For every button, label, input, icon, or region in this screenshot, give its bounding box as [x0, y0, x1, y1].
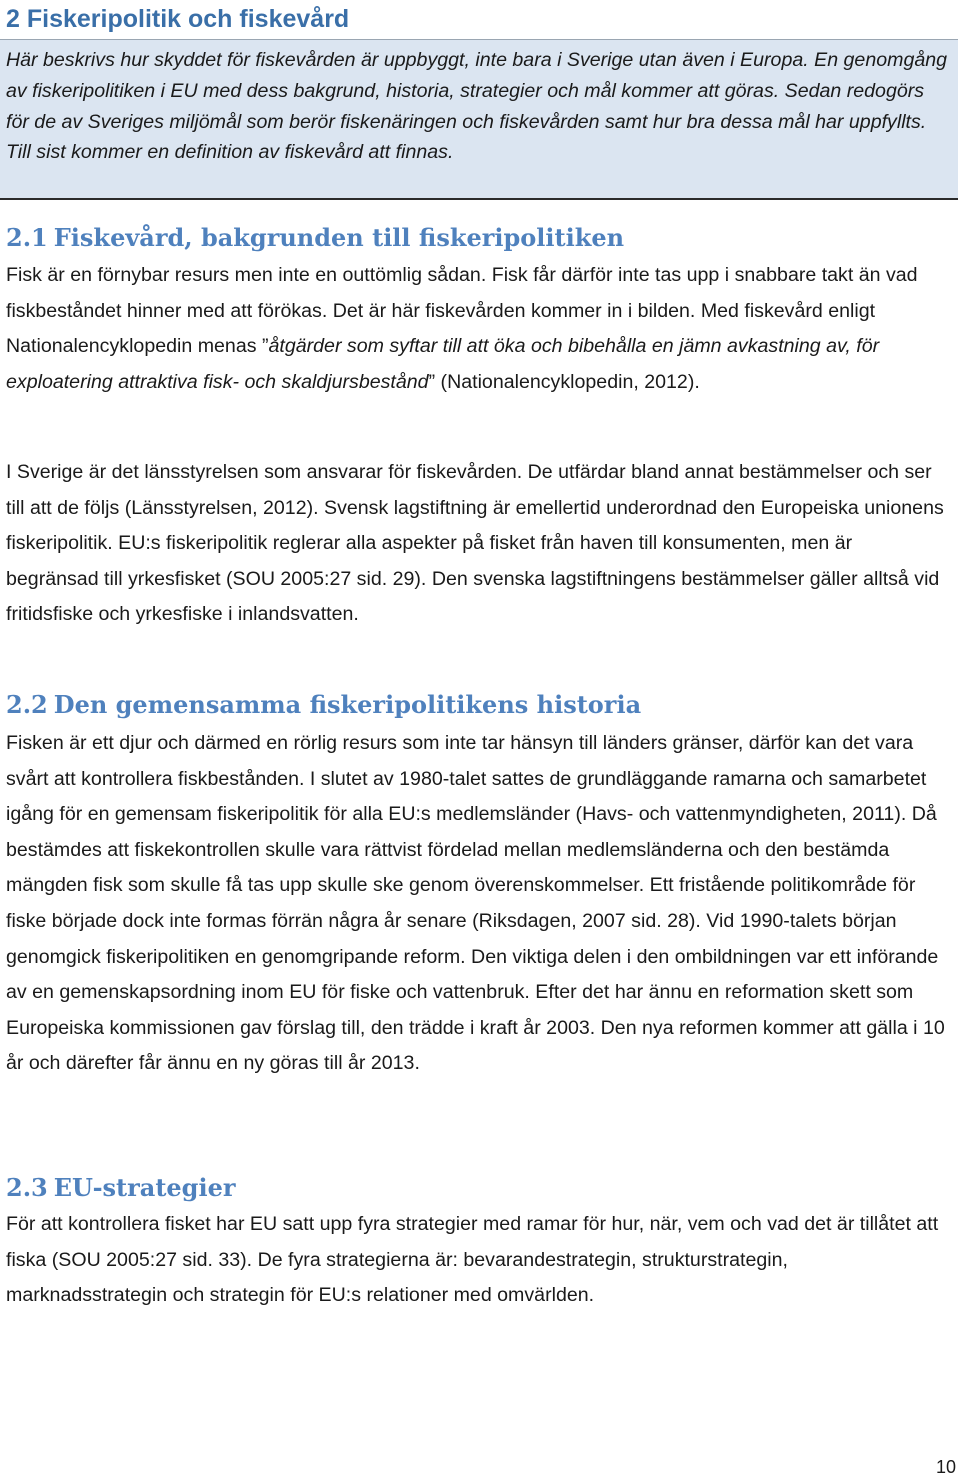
section-number: 2.2 [6, 690, 48, 719]
paragraph [6, 258, 950, 400]
section-title: EU-strategier [53, 1173, 236, 1202]
paragraph: Fisken är ett djur och därmed en rörlig resurs som inte tar hänsyn till länders gränser, därför kan det vara svårt att kontrollera fiskbestånden. I slutet av 1980-talet sattes de grundläggande ramarna och samarbetet igång för en gemensam fiskeripolitik för alla EU:s medlemsländer (Havs- och vattenmyndigheten, 2011). Då bestämdes att fiskekontrollen skulle vara rättvist fördelad mellan medlemsländerna och den bestämda mängden fisk som skulle få tas upp skulle ske genom överenskommelser. Ett fristående politikområde för fiske började dock inte formas förrän några år senare (Riksdagen, 2007 sid. 28). Vid 1990-talets början genomgick fiskeripolitiken en genomgripande reform. Den viktiga delen i den ombildningen var ett införande av en gemenskapsordning inom EU för fiske och vattenbruk. Efter det har ännu en reformation skett som Europeiska kommissionen gav förslag till, den trädde i kraft år 2003. Den nya reformen kommer att gälla i 10 år och därefter får ännu en ny göras till år 2013. [6, 732, 945, 1075]
intro-text: Här beskrivs hur skyddet för fiskevården är uppbyggt, inte bara i Sverige utan även i Europa. En genomgång av fiskeripolitiken i EU med dess bakgrund, historia, strategier och mål kommer att göras. Sedan redogörs för de av Sveriges miljömål som berör fiskenäringen och fiskevården samt hur bra dessa mål har uppfyllts. Till sist kommer en definition av fiskevård att finnas. [6, 49, 948, 164]
section-title: Fiskevård, bakgrunden till fiskeripolitiken [53, 223, 625, 252]
paragraph: För att kontrollera fisket har EU satt upp fyra strategier med ramar för hur, när, vem och vad det är tillåtet att fiska (SOU 2005:27 sid. 33). De fyra strategierna är: bevarandestrategin, strukturstrategin, marknadsstrategin och strategin för EU:s relationer med omvärlden. [6, 1213, 939, 1307]
paragraph-text: Fisk är en förnybar resurs men inte en outtömlig sådan. Fisk får därför inte tas upp i snabbare takt än vad fiskbeståndet hinner med att förökas. Det är här fiskevården kommer in i bilden. Med fiskevård enligt Nationalencyklopedin menas ” [6, 264, 918, 358]
section-title: Den gemensamma fiskeripolitikens historia [53, 690, 642, 719]
paragraph-text: ” (Nationalencyklopedin, 2012). [428, 370, 700, 393]
paragraph: I Sverige är det länsstyrelsen som ansvarar för fiskevården. De utfärdar bland annat bestämmelser och ser till att de följs (Länsstyrelsen, 2012). Svensk lagstiftning är emellertid underordnad den Europeiska unionens fiskeripolitik. EU:s fiskeripolitik reglerar alla aspekter på fisket från haven till konsumenten, men är begränsad till yrkesfisket (SOU 2005:27 sid. 29). Den svenska lagstiftningens bestämmelser gäller alltså vid fritidsfiske och yrkesfiske i inlandsvatten. [6, 461, 944, 626]
section-heading-2-3 [6, 1172, 950, 1204]
section-heading-2-1 [6, 222, 950, 254]
section-heading-2-2 [6, 689, 950, 721]
section-number: 2.1 [6, 223, 48, 252]
quoted-definition: åtgärder som syftar till att öka och bibehålla en jämn avkastning av, för exploatering attraktiva fisk- och skaldjursbestånd [6, 335, 880, 393]
section-number: 2.3 [6, 1173, 48, 1202]
chapter-title: 2 Fiskeripolitik och fiskevård [6, 5, 350, 33]
page-number: 10 [935, 1457, 956, 1477]
